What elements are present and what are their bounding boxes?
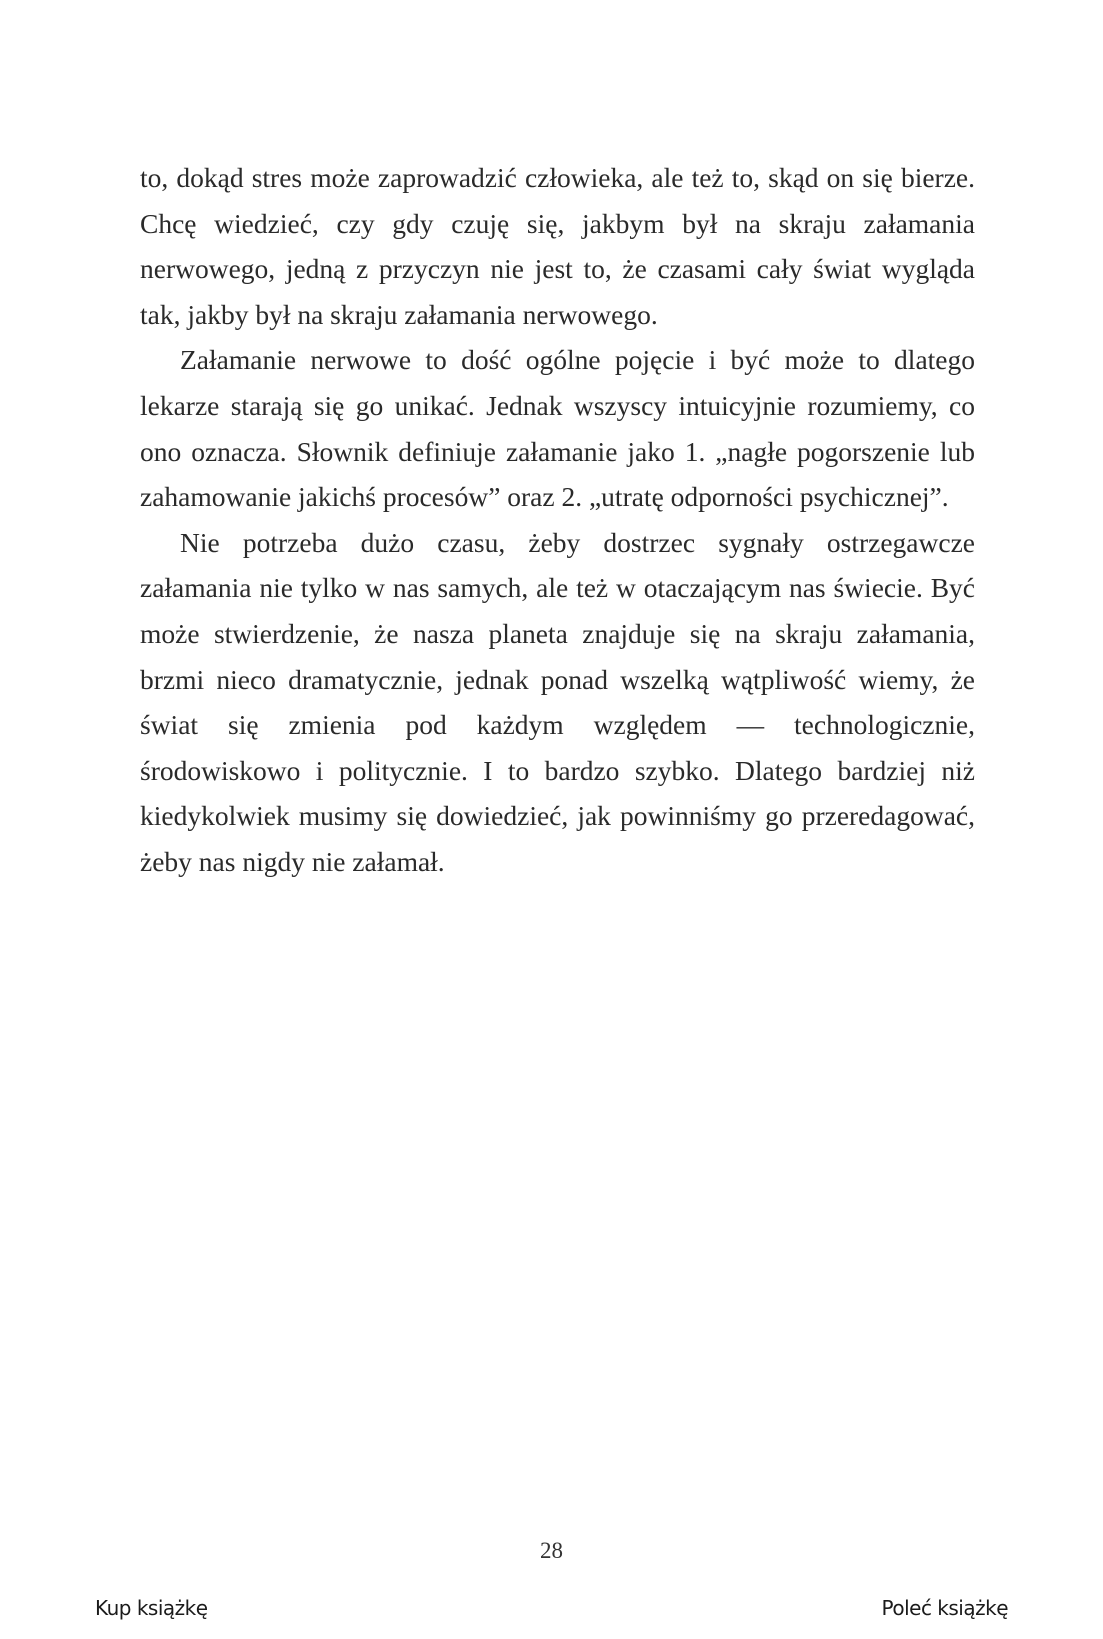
paragraph-3: Nie potrzeba dużo czasu, żeby dostrzec sygnały ostrzegawcze załamania nie tylko w nas samych, ale też w otaczającym nas świecie. Być może stwierdzenie, że nasza planeta znajduje się na skraju załamania, brzmi nieco dramatycznie, jednak ponad wszelką wątpliwość wiemy, że świat się zmienia pod każdym względem — technologicznie, środowiskowo i politycznie. I to bardzo szybko. Dlatego bardziej niż kiedykolwiek musimy się dowiedzieć, jak powinniśmy go przeredagować, żeby nas nigdy nie załamał.	[140, 526, 975, 877]
page-number: 28	[540, 1538, 563, 1563]
recommend-book-link[interactable]: Poleć książkę	[881, 1596, 1008, 1620]
buy-book-link[interactable]: Kup książkę	[95, 1596, 208, 1620]
paragraph-2: Załamanie nerwowe to dość ogólne pojęcie i być może to dlatego lekarze starają się go unikać. Jednak wszyscy intuicyjnie rozumiemy, co ono oznacza. Słownik definiuje załamanie jako 1. „nagłe pogorszenie lub zahamowanie jakichś procesów” oraz 2. „utratę odporności psychicznej”.	[140, 344, 975, 513]
paragraph-1: to, dokąd stres może zaprowadzić człowieka, ale też to, skąd on się bierze. Chcę wiedzieć, czy gdy czuję się, jakbym był na skraju załamania nerwowego, jedną z przyczyn nie jest to, że czasami cały świat wygląda tak, jakby był na skraju załamania nerwowego.	[140, 162, 975, 330]
page-body	[140, 155, 975, 885]
